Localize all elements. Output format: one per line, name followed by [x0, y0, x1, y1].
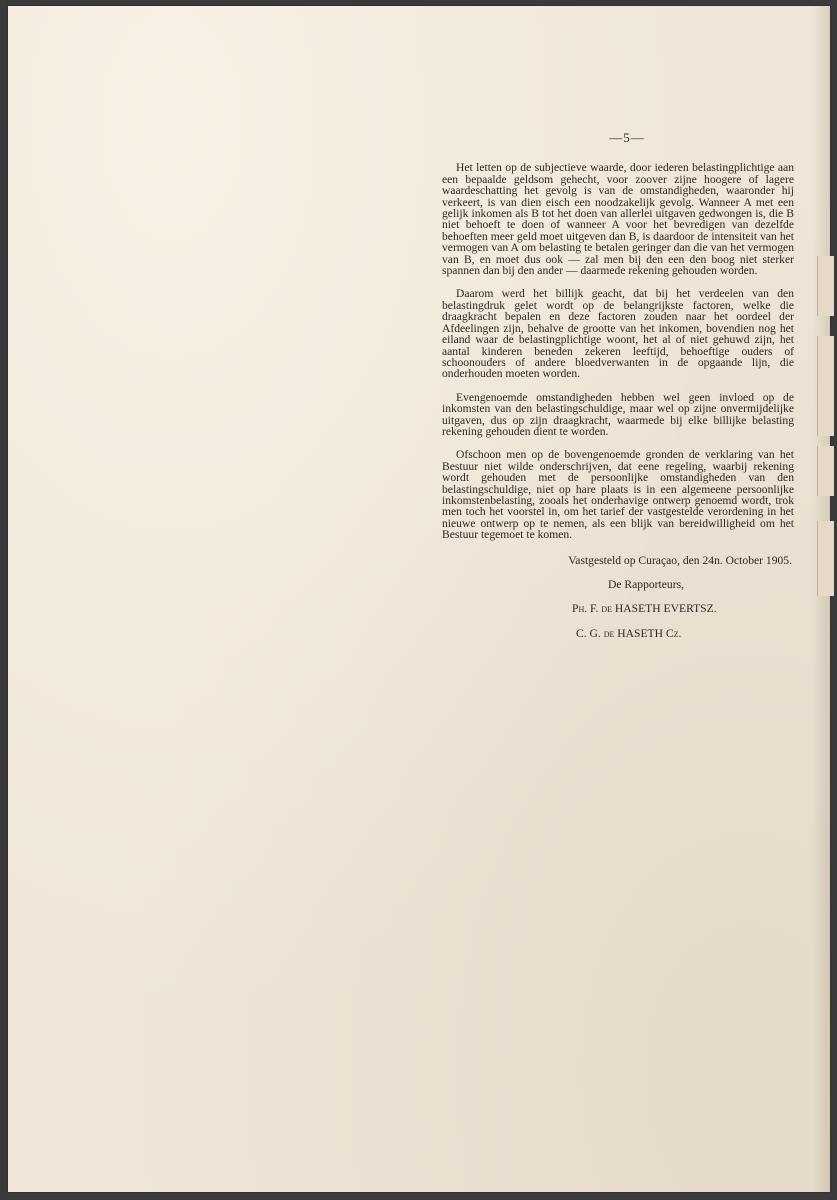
place-and-date: Vastgesteld op Curaçao, den 24n. October 1905. [568, 553, 792, 567]
paragraph-4: Ofschoon men op de bovengenoemde gronden de verklaring van het Bestuur niet wilde onderschrijven, dat eene regeling, waarbij rekening wordt gehouden met de persoonlijke omstandigheden van den belastingschuldige, niet op hare plaats is in een algemeene persoonlijke inkomstenbelasting, zooals het onderhavige ontwerp genoemd wordt, trok men toch het voorstel in, om het tarief der vastgestelde verordening in het nieuwe ontwerp op te nemen, als een blijk van bereidwilligheid om het Bestuur tegemoet te komen. [442, 448, 794, 542]
signer-2: C. G. de HASETH Cz. [576, 626, 682, 640]
torn-edge [817, 521, 834, 596]
signer-1: Ph. F. de HASETH EVERTSZ. [572, 602, 717, 616]
torn-edge [817, 256, 834, 316]
paper-edge-shadow [812, 6, 830, 1192]
document-page [8, 6, 830, 1192]
page-number: —5— [609, 130, 645, 145]
page-content [442, 132, 794, 639]
torn-edge [817, 336, 834, 436]
paragraph-3: Evengenoemde omstandigheden hebben wel geen invloed op de inkomsten van den belastingschuldige, maar wel op zijne onvermijdelijke uitgaven, dus op zijn draagkracht, waarmede bij elke billijke belasting rekening gehouden dient te worden. [442, 390, 794, 438]
torn-edge [817, 446, 834, 496]
paragraph-1: Het letten op de subjectieve waarde, door iederen belastingplichtige aan een bepaalde geldsom gehecht, voor zoover zijne hoogere of lagere waardeschatting het gevolg is van de omstandigheden, waaronder hij verkeert, is van dien eisch een noodzakelijk gevolg. Wanneer A met een gelijk inkomen als B tot het doen van allerlei uitgaven gedwongen is, die B niet behoeft te doen of wanneer A voor het bevredigen van dezelfde behoeften meer geld moet uitgeven dan B, is daardoor de intensiteit van het vermogen van A om belasting te betalen geringer dan die van het vermogen van B, en moet dus ook — zal men bij den een den boog niet sterker spannen dan bij den ander — daarmede rekening gehouden worden. [442, 161, 794, 278]
rapporteurs-heading: De Rapporteurs, [608, 578, 684, 591]
paragraph-2: Daarom werd het billijk geacht, dat bij het verdeelen van den belastingdruk gelet wordt op de belangrijkste factoren, welke die draagkracht bepalen en deze factoren zouden naar het oordeel der Afdeelingen zijn, behalve de grootte van het inkomen, bovendien nog het eiland waar de belastingplichtige woont, het al of niet gehuwd zijn, het aantal kinderen beneden zekeren leeftijd, behoeftige ouders of schoonouders of andere bloedverwanten in de opgaande lijn, die onderhouden moeten worden. [442, 287, 794, 381]
